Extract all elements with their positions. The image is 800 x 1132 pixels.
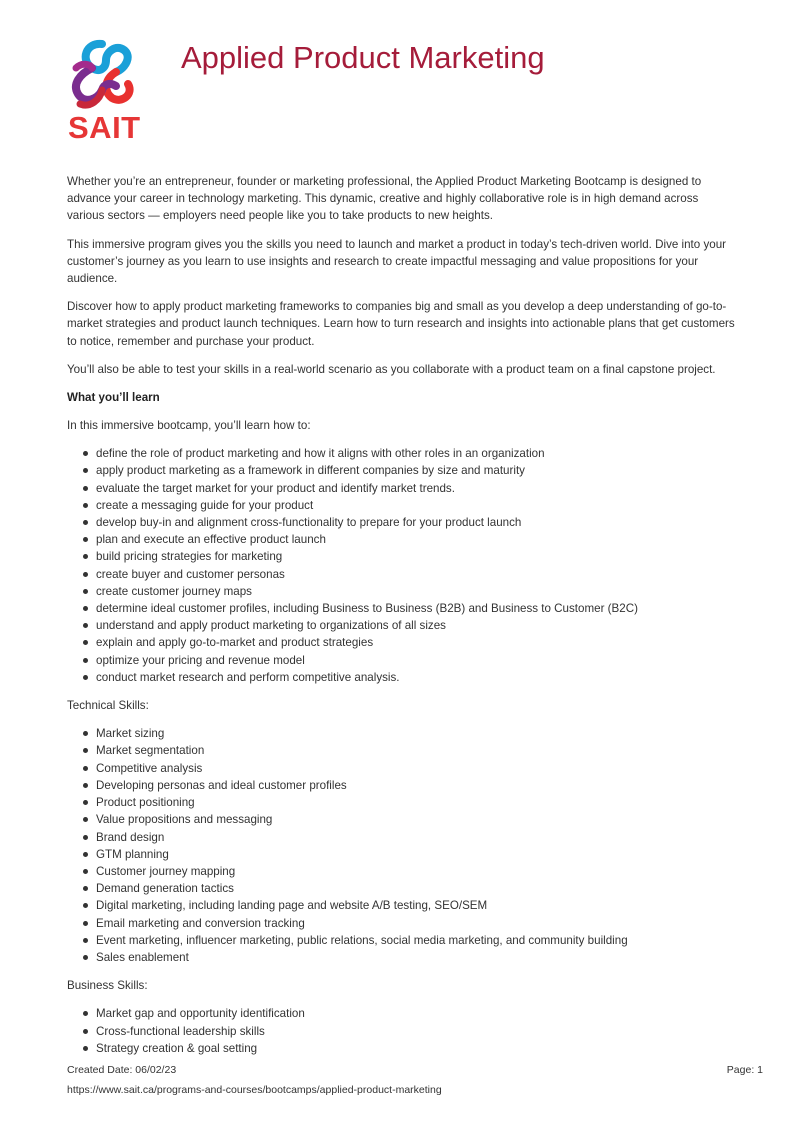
list-item: Sales enablement — [96, 949, 735, 966]
list-item: define the role of product marketing and how it aligns with other roles in an organization — [96, 445, 735, 462]
list-item: determine ideal customer profiles, including Business to Business (B2B) and Business to Customer (B2C) — [96, 600, 735, 617]
source-url: https://www.sait.ca/programs-and-courses/bootcamps/applied-product-marketing — [67, 1084, 442, 1096]
program-description — [67, 173, 735, 1068]
created-date: Created Date: 06/02/23 — [67, 1064, 177, 1076]
list-item: Brand design — [96, 829, 735, 846]
intro-paragraph-2: This immersive program gives you the skills you need to launch and market a product in today’s tech-driven world. Dive into your customer’s journey as you learn to use insights and research to create impactful messaging and value propositions for your audience. — [67, 237, 727, 286]
list-item: apply product marketing as a framework in different companies by size and maturity — [96, 462, 735, 479]
list-item: explain and apply go-to-market and product strategies — [96, 634, 735, 651]
sait-logo — [66, 38, 140, 146]
list-item: Customer journey mapping — [96, 863, 735, 880]
list-item: Value propositions and messaging — [96, 811, 735, 828]
list-item: develop buy-in and alignment cross-functionality to prepare for your product launch — [96, 514, 735, 531]
list-item: evaluate the target market for your product and identify market trends. — [96, 480, 735, 497]
list-item: Market segmentation — [96, 742, 735, 759]
list-item: plan and execute an effective product launch — [96, 531, 735, 548]
business-skills-list — [67, 1005, 735, 1057]
list-item: Developing personas and ideal customer profiles — [96, 777, 735, 794]
list-item: Market gap and opportunity identification — [96, 1005, 735, 1022]
page-title: Applied Product Marketing — [181, 40, 545, 75]
logo-wordmark: SAIT — [68, 110, 141, 145]
technical-skills-list — [67, 725, 735, 966]
technical-skills-heading: Technical Skills: — [67, 699, 149, 713]
list-item: Email marketing and conversion tracking — [96, 915, 735, 932]
list-item: create buyer and customer personas — [96, 566, 735, 583]
business-skills-heading: Business Skills: — [67, 979, 148, 993]
list-item: GTM planning — [96, 846, 735, 863]
list-item: Strategy creation & goal setting — [96, 1040, 735, 1057]
intro-paragraph-4: You’ll also be able to test your skills in a real-world scenario as you collaborate with a product team on a final capstone project. — [67, 362, 716, 376]
list-item: Demand generation tactics — [96, 880, 735, 897]
list-item: build pricing strategies for marketing — [96, 548, 735, 565]
list-item: Competitive analysis — [96, 760, 735, 777]
learn-heading: What you’ll learn — [67, 391, 160, 405]
list-item: create customer journey maps — [96, 583, 735, 600]
learn-lead: In this immersive bootcamp, you’ll learn how to: — [67, 419, 311, 433]
list-item: Market sizing — [96, 725, 735, 742]
list-item: Event marketing, influencer marketing, public relations, social media marketing, and community building — [96, 932, 735, 949]
list-item: optimize your pricing and revenue model — [96, 652, 735, 669]
list-item: Digital marketing, including landing page and website A/B testing, SEO/SEM — [96, 897, 735, 914]
intro-paragraph-1: Whether you’re an entrepreneur, founder or marketing professional, the Applied Product Marketing Bootcamp is designed to advance your career in technology marketing. This dynamic, creative and highly collaborative role is in high demand across various sectors — employers need people like you to take products to new heights. — [67, 175, 702, 223]
learn-list — [67, 445, 735, 686]
sait-knot-icon — [66, 38, 140, 112]
list-item: Product positioning — [96, 794, 735, 811]
list-item: create a messaging guide for your product — [96, 497, 735, 514]
intro-paragraph-3: Discover how to apply product marketing frameworks to companies big and small as you develop a deep understanding of go-to-market strategies and product launch techniques. Learn how to turn research and insights into actionable plans that get customers to notice, remember and purchase your product. — [67, 300, 735, 348]
page-number: Page: 1 — [726, 1064, 763, 1076]
list-item: understand and apply product marketing to organizations of all sizes — [96, 617, 735, 634]
list-item: Cross-functional leadership skills — [96, 1023, 735, 1040]
list-item: conduct market research and perform competitive analysis. — [96, 669, 735, 686]
